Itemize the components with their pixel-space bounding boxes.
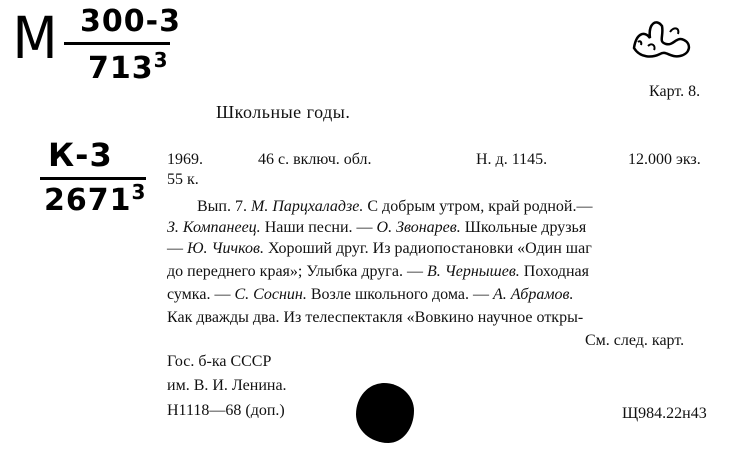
contents-line-3: — Ю. Чичков. Хороший друг. Из радиопостановки «Один шаг — [167, 240, 592, 257]
imprint-price: 55 к. — [167, 171, 199, 188]
library-line-3: Н1118—68 (доп.) — [167, 402, 285, 419]
ink-blot — [356, 383, 414, 443]
imprint-copies: 12.000 экз. — [628, 151, 701, 168]
library-line-2: им. В. И. Ленина. — [167, 377, 287, 394]
contents-line-4: до переднего края»; Улыбка друга. — В. Чернышев. Походная — [167, 263, 590, 280]
handwritten-k-number: 2671$^3$ — [44, 180, 147, 218]
continued-note: См. след. карт. — [585, 332, 685, 349]
handwritten-shelf-bottom: $713^3$ — [88, 48, 169, 86]
imprint-nd: Н. д. 1145. — [476, 151, 548, 168]
handwritten-shelf-top: 300-3 — [80, 4, 181, 39]
handwritten-divider — [64, 42, 170, 45]
contents-line-5: сумка. — С. Соснин. Возле школьного дома. — А. Абрамов. — [167, 286, 574, 303]
handwritten-letter-m: М — [12, 4, 59, 72]
library-seal-icon — [630, 12, 696, 60]
imprint-year: 1969. — [167, 151, 203, 168]
library-line-1: Гос. б-ка СССР — [167, 353, 272, 370]
card-number: Карт. 8. — [649, 83, 701, 100]
imprint-pages: 46 с. включ. обл. — [258, 151, 372, 168]
classification-code: Щ984.22н43 — [622, 405, 707, 422]
card-title: Школьные годы. — [216, 102, 351, 122]
contents-line-2: З. Компанеец. Наши песни. — О. Звонарев. Школьные друзья — [167, 219, 587, 236]
handwritten-k-mark: К-3 — [48, 136, 113, 174]
contents-line-1: Вып. 7. М. Парцхаладзе. С добрым утром, край родной.— — [197, 198, 593, 215]
contents-line-6: Как дважды два. Из телеспектакля «Вовкино научное откры- — [167, 309, 584, 326]
